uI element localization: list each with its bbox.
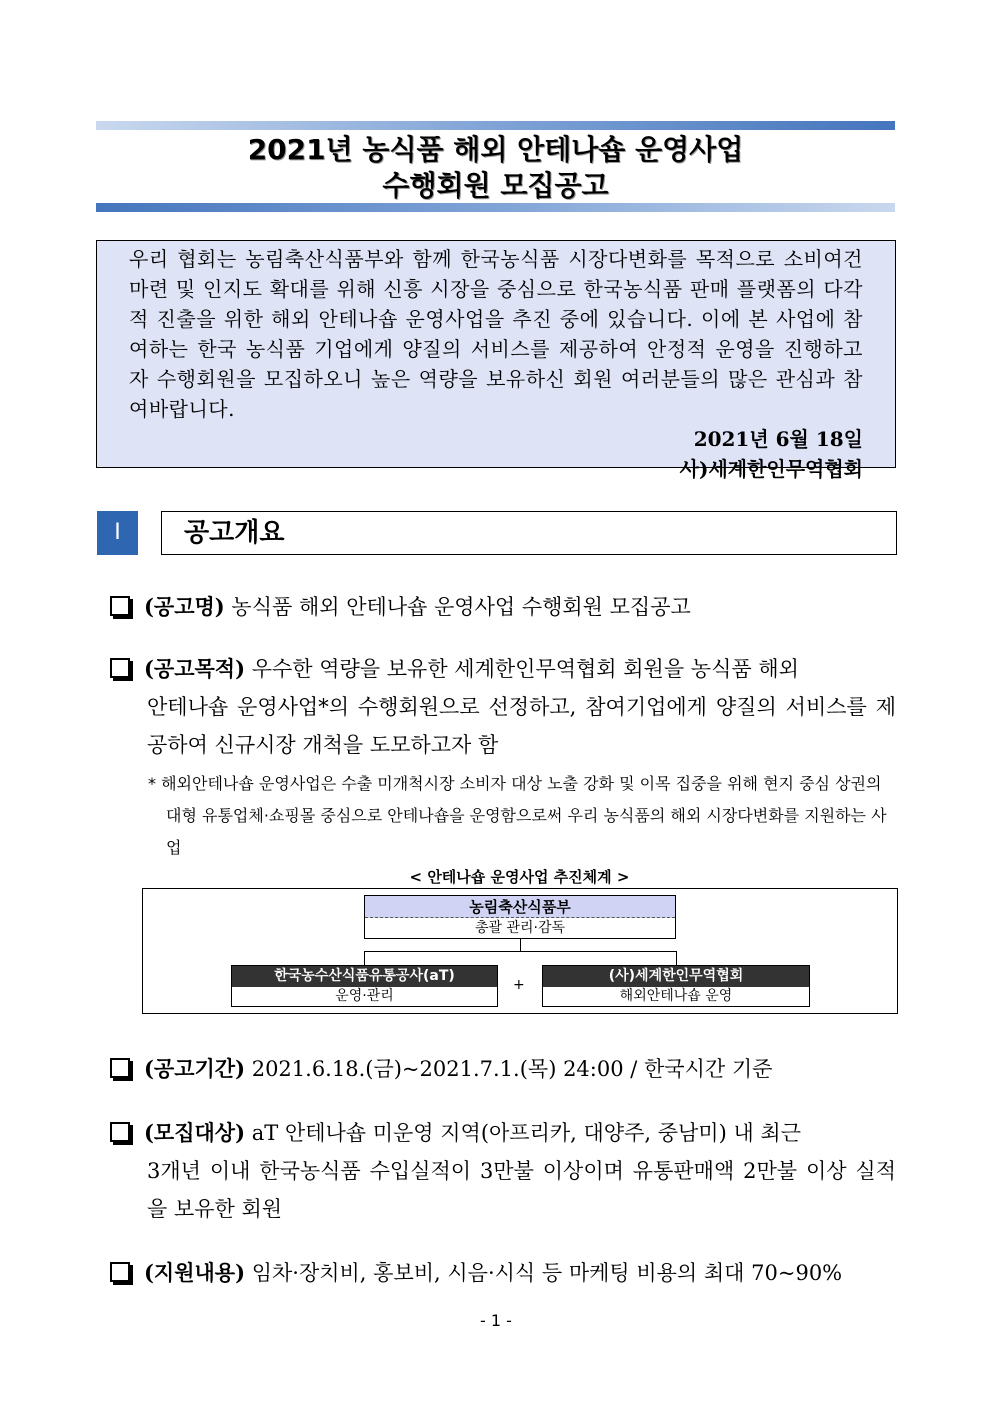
title-top-bar: [96, 121, 895, 130]
diagram-top-node: [364, 895, 676, 939]
item-purpose: [110, 650, 896, 764]
item-text: aT 안테나숍 미운영 지역(아프리카, 대양주, 중남미) 내 최근: [245, 1121, 801, 1145]
diagram-left-head: 한국농수산식품유통공사(aT): [232, 966, 497, 987]
item-label: (공고목적): [144, 656, 246, 681]
connector-line: [676, 951, 677, 965]
title-bottom-bar: [96, 203, 895, 212]
title-line-1: 2021년 농식품 해외 안테나숍 운영사업: [247, 133, 744, 166]
intro-text: 우리 협회는 농림축산식품부와 함께 한국농식품 시장다변화를 목적으로 소비여건 마련 및 인지도 확대를 위해 신흥 시장을 중심으로 한국농식품 판매 플랫폼의 다각적 진출을 위한 해외 안테나숍 운영사업을 추진 중에 있습니다. 이에 본 사업에 참여하는 한국 농식품 기업에게 양질의 서비스를 제공하여 안정적 운영을 진행하고자 수행회원을 모집하오니 높은 역량을 보유하신 회원 여러분들의 많은 관심과 참여바랍니다.: [129, 247, 863, 421]
title-line-2: 수행회원 모집공고: [382, 169, 609, 202]
item-continuation: 3개년 이내 한국농식품 수입실적이 3만불 이상이며 유통판매액 2만불 이상 실적을 보유한 회원: [147, 1159, 896, 1221]
org-diagram: [142, 888, 898, 1014]
page-number: - 1 -: [480, 1311, 512, 1330]
connector-line: [364, 951, 365, 965]
item-period: [110, 1050, 896, 1088]
footnote: [148, 768, 896, 864]
intro-organization: 사)세계한인무역협회: [679, 457, 863, 481]
item-text: 임차·장치비, 홍보비, 시음·시식 등 마케팅 비용의 최대 70~90%: [245, 1261, 843, 1285]
diagram-plus: +: [513, 977, 525, 993]
diagram-top-sub: 총괄 관리·감독: [474, 920, 566, 936]
connector-line: [520, 939, 521, 951]
item-label: (모집대상): [144, 1120, 246, 1145]
item-support: [110, 1254, 896, 1292]
diagram-left-node: [231, 965, 498, 1007]
diagram-left-sub: 운영·관리: [335, 988, 394, 1004]
footnote-text: * 해외안테나숍 운영사업은 수출 미개척시장 소비자 대상 노출 강화 및 이목 집중을 위해 현지 중심 상권의 대형 유통업체·쇼핑몰 중심으로 안테나숍을 운영함으로써 우리 농식품의 해외 시장다변화를 지원하는 사업: [148, 774, 887, 857]
diagram-right-head: (사)세계한인무역협회: [543, 966, 809, 987]
item-announcement-name: [110, 588, 896, 626]
item-label: (지원내용): [144, 1260, 246, 1285]
item-text: 우수한 역량을 보유한 세계한인무역협회 회원을 농식품 해외: [245, 657, 799, 681]
page-title: [96, 132, 895, 204]
intro-date: 2021년 6월 18일: [693, 427, 863, 451]
item-label: (공고기간): [144, 1056, 246, 1081]
item-text: 2021.6.18.(금)~2021.7.1.(목) 24:00 / 한국시간 기준: [245, 1057, 773, 1081]
diagram-caption: < 안테나숍 운영사업 추진체계 >: [409, 868, 630, 886]
diagram-right-sub: 해외안테나숍 운영: [619, 988, 733, 1004]
item-text: 농식품 해외 안테나숍 운영사업 수행회원 모집공고: [224, 595, 691, 619]
checkbox-icon: [110, 1058, 130, 1078]
diagram-right-node: [542, 965, 810, 1007]
item-target: [110, 1114, 896, 1228]
checkbox-icon: [110, 658, 130, 678]
section-title: 공고개요: [161, 511, 897, 555]
connector-line: [364, 951, 677, 952]
checkbox-icon: [110, 1122, 130, 1142]
intro-box: [96, 240, 896, 481]
checkbox-icon: [110, 1262, 130, 1282]
diagram-top-head: 농림축산식품부: [365, 896, 675, 918]
section-number: Ⅰ: [97, 511, 138, 555]
item-continuation: 안테나숍 운영사업*의 수행회원으로 선정하고, 참여기업에게 양질의 서비스를 제공하여 신규시장 개척을 도모하고자 함: [147, 695, 896, 757]
item-label: (공고명): [144, 594, 225, 619]
checkbox-icon: [110, 596, 130, 616]
